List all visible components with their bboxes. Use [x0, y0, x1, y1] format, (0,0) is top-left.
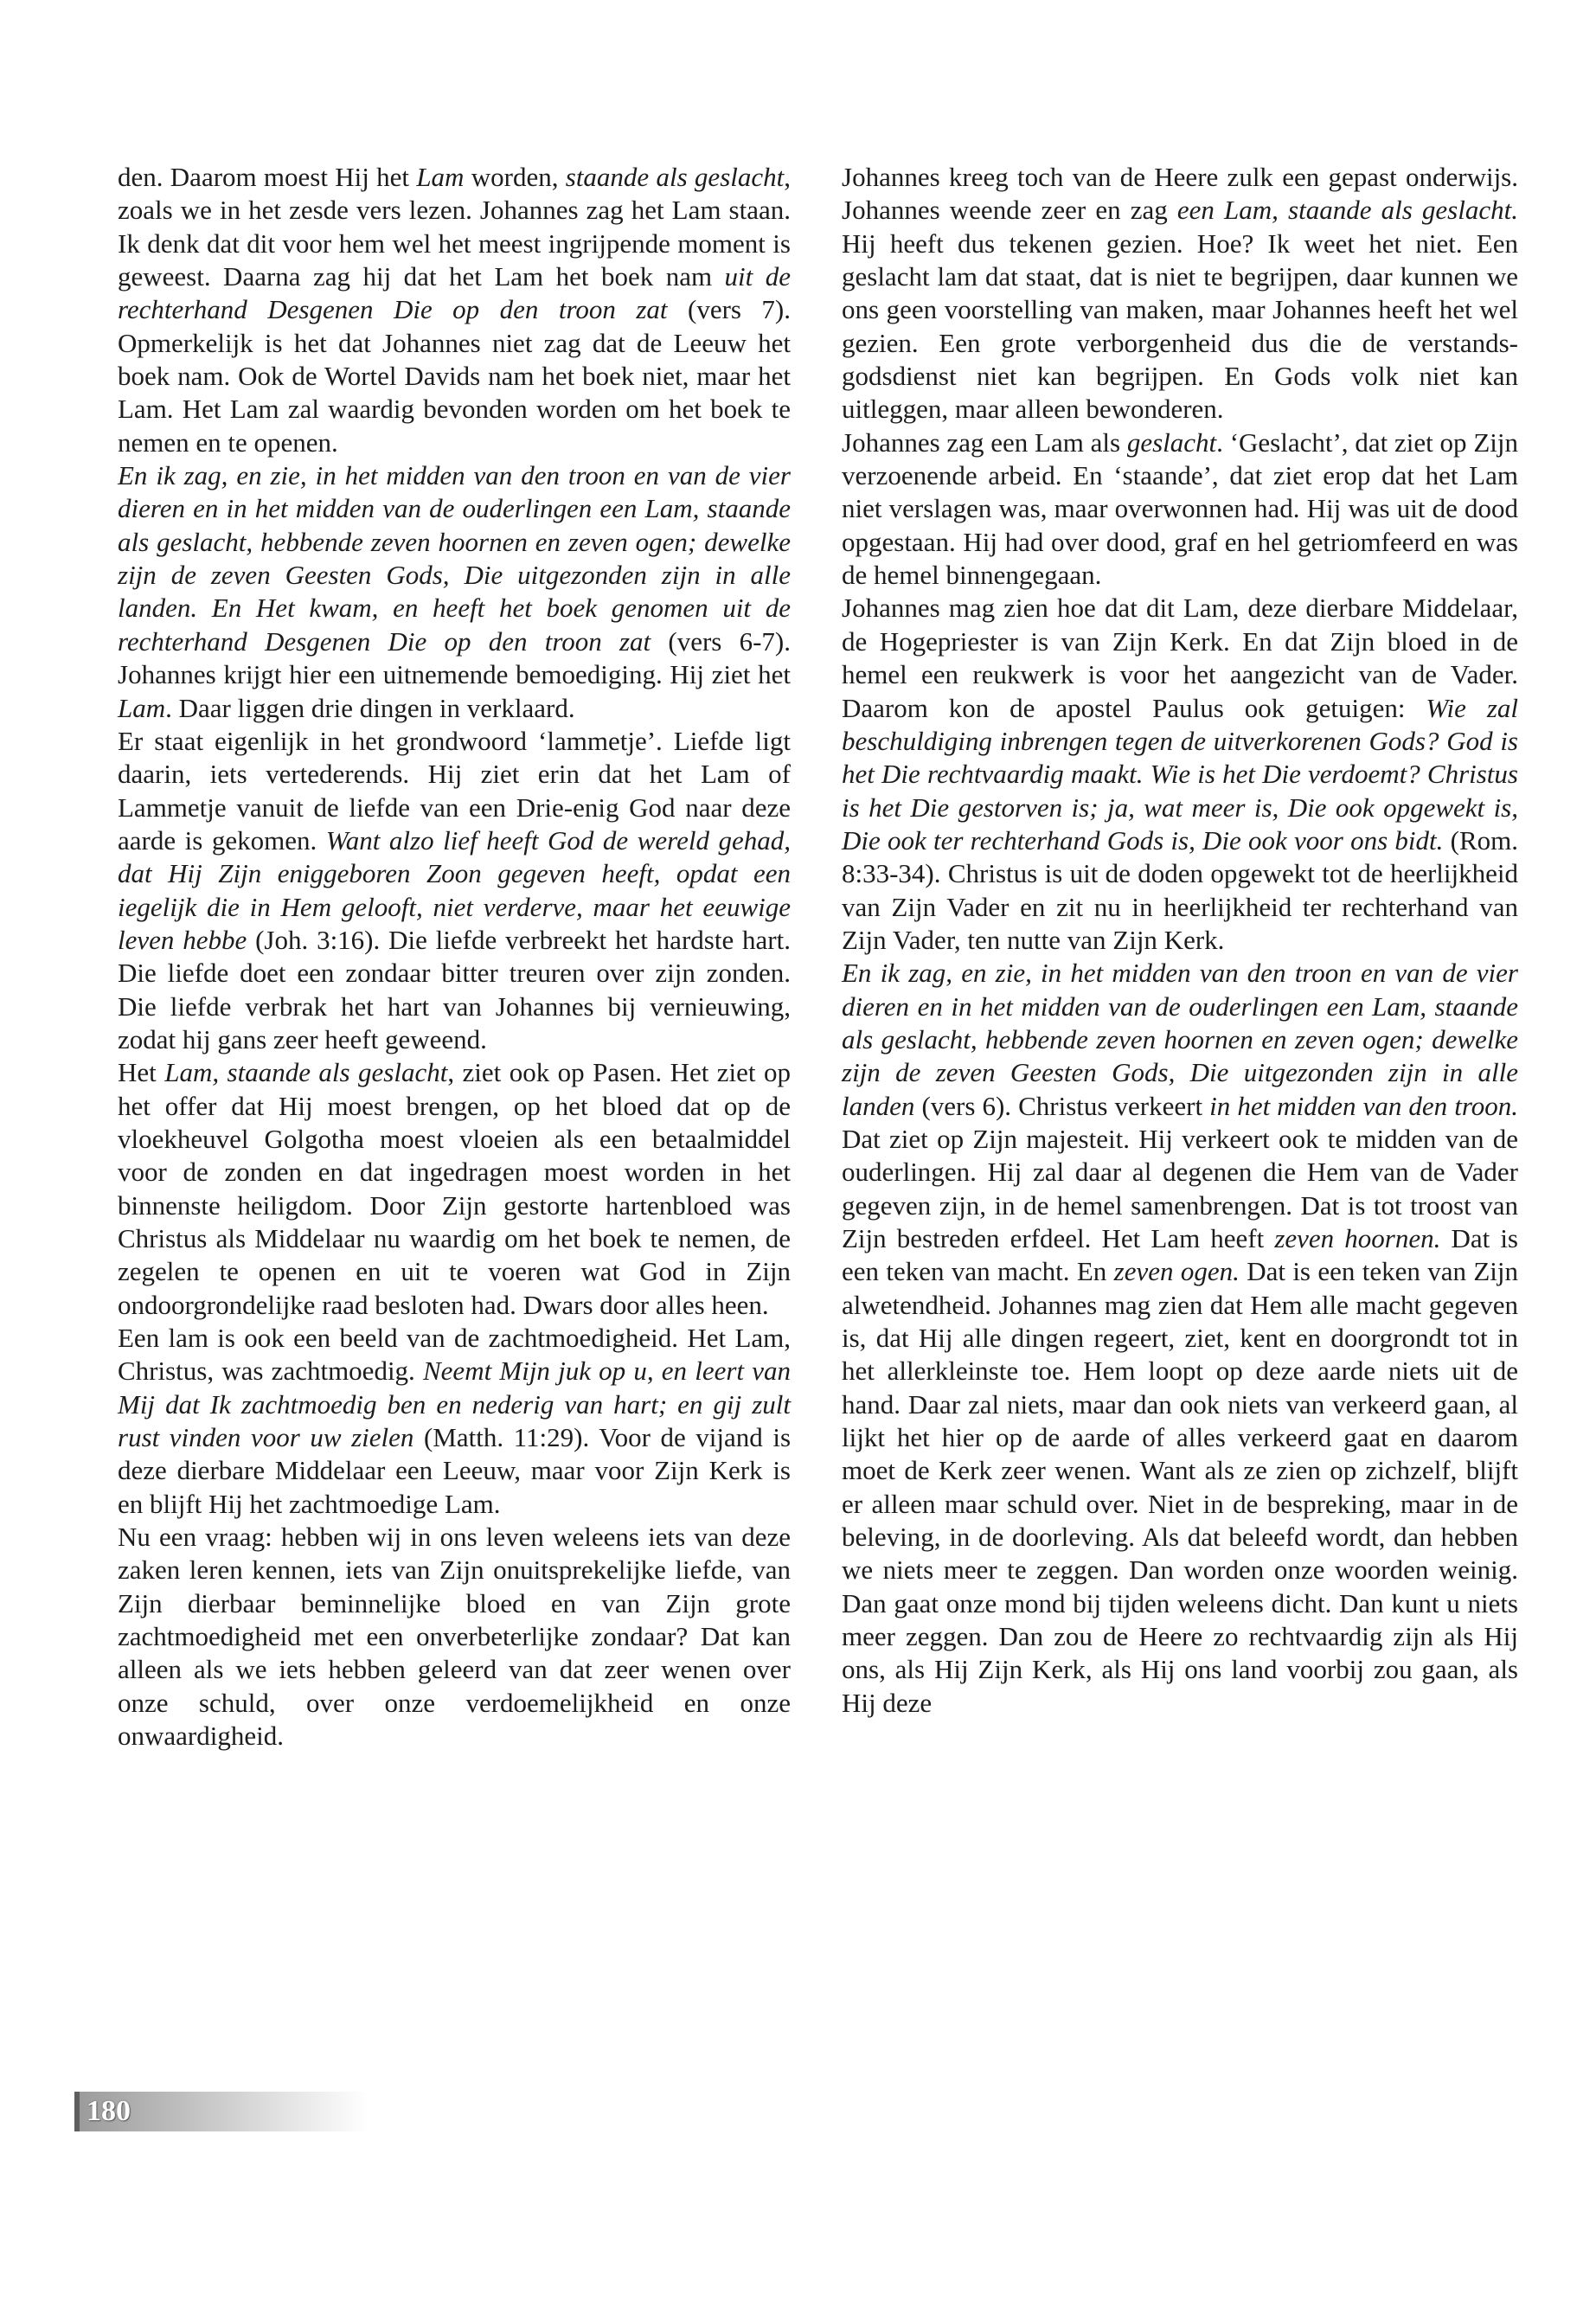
italic-quote: Neemt Mijn juk op u, en leert van Mij dat Ik zachtmoedig ben en nederig van hart; en gij zult rust vinden voor uw zielen: [118, 1356, 791, 1453]
paragraph: [118, 1521, 791, 1753]
text-run: . Daar liggen drie dingen in verklaard.: [165, 692, 575, 723]
paragraph: [842, 592, 1518, 957]
right-text-column: [842, 161, 1518, 1720]
text-run: Hij heeft dus tekenen gezien. Hoe? Ik weet het niet. Een geslacht lam dat staat, dat is niet te begrijpen, daar kunnen we ons geen voorstelling van maken, maar Johannes heeft het wel gezien. Een grote verborgenheid dus die de verstandsgodsdienst niet kan begrijpen. En Gods volk niet kan uitleggen, maar alleen bewonderen.: [842, 228, 1518, 425]
text-run: Er staat eigenlijk in het grondwoord ‘lammetje’. Liefde ligt daarin, iets vertederends. Hij ziet erin dat het Lam of Lammetje vanuit de liefde van een Drie-enig God naar deze aarde is gekomen.: [118, 725, 791, 856]
text-run: Johannes mag zien hoe dat dit Lam, deze dierbare Middelaar, de Hogepriester is van Zijn Kerk. En dat Zijn bloed in de hemel een reukwerk is voor het aangezicht van de Vader. Daarom kon de apostel Paulus ook getuigen:: [842, 593, 1518, 723]
paragraph: [118, 1322, 791, 1521]
paragraph: [842, 957, 1518, 1720]
text-run: Johannes kreeg toch van de Heere zulk een gepast onderwijs. Johannes weende zeer en zag: [842, 162, 1518, 226]
paragraph: [118, 725, 791, 1056]
paragraph: [842, 161, 1518, 426]
left-text-column: [118, 161, 791, 1753]
italic-quote: zeven ogen.: [1113, 1256, 1240, 1287]
italic-quote: Lam: [416, 162, 465, 192]
text-run: (vers 6). Christus verkeert: [914, 1090, 1210, 1121]
page-number: 180: [87, 2095, 131, 2127]
text-run: worden,: [464, 162, 566, 192]
paragraph: [118, 459, 791, 725]
text-run: Dat is een teken van macht. En: [842, 1223, 1518, 1287]
text-run: Dat ziet op Zijn majesteit. Hij verkeert ook te midden van de ouderlingen. Hij zal daar al degenen die Hem van de Vader gegeven zijn, in de hemel samenbrengen. Dat is tot troost van Zijn bestreden erfdeel. Het Lam heeft: [842, 1123, 1518, 1253]
italic-quote: Lam, staande als geslacht: [164, 1057, 448, 1088]
italic-quote: En ik zag, en zie, in het midden van den troon en van de vier dieren en in het midden van de ouderlingen een Lam, staande als geslacht, hebbende zeven hoornen en zeven ogen; dewelke zijn de zeven Geesten Gods, Die uitgezonden zijn in alle landen. En Het kwam, en heeft het boek genomen uit de rechterhand Desgenen Die op den troon zat: [118, 460, 791, 657]
text-run: (Rom. 8:33-34). Christus is uit de doden opgewekt tot de heerlijkheid van Zijn Vader en zit nu in heerlijkheid ter rechterhand van Zijn Vader, ten nutte van Zijn Kerk.: [842, 824, 1518, 955]
text-run: (Matth. 11:29). Voor de vijand is deze dierbare Middelaar een Leeuw, maar voor Zijn Kerk is en blijft Hij het zachtmoedige Lam.: [118, 1422, 792, 1519]
paragraph: [118, 1056, 791, 1322]
text-run: den. Daarom moest Hij het: [118, 162, 417, 192]
italic-quote: Want alzo lief heeft God de wereld gehad, dat Hij Zijn eniggeboren Zoon gegeven heeft, opdat een iegelijk die in Hem gelooft, niet verderve, maar het eeuwige leven hebbe: [118, 824, 791, 955]
paragraph: [842, 426, 1518, 593]
italic-quote: een Lam, staande als geslacht.: [1176, 195, 1518, 226]
italic-quote: geslacht: [1126, 426, 1217, 458]
text-run: Dat is een teken van Zijn alwetendheid. Johannes mag zien dat Hem alle macht gegeven is, dat Hij alle dingen regeert, ziet, kent en doorgrondt tot in het allerkleinste toe. Hem loopt op deze aarde niets uit de hand. Daar zal niets, maar dan ook niets van verkeerd gaan, al lijkt het hier op de aarde of alles verkeerd gaat en daarom moet de Kerk zeer wenen. Want als ze zien op zichzelf, blijft er alleen maar schuld over. Niet in de bespreking, maar in de beleving, in de doorleving. Als dat beleefd wordt, dan hebben we niets meer te zeggen. Dan worden onze woorden weinig. Dan gaat onze mond bij tijden weleens dicht. Dan kunt u niets meer zeggen. Dan zou de Heere zo rechtvaardig zijn als Hij ons, als Hij Zijn Kerk, als Hij ons land voorbij zou gaan, als Hij deze: [842, 1256, 1518, 1718]
italic-quote: En ik zag, en zie, in het midden van den troon en van de vier dieren en in het midden van de ouderlingen een Lam, staande als geslacht, hebbende zeven hoornen en zeven ogen; dewelke zijn de zeven Geesten Gods, Die uitgezonden zijn in alle landen: [842, 958, 1518, 1121]
text-run: , ziet ook op Pasen. Het ziet op het offer dat Hij moest brengen, op het bloed dat op de vloekheuvel Golgotha moest vloeien als een betaalmiddel voor de zonden en dat ingedragen moest worden in het binnenste heiligdom. Door Zijn gestorte hartenbloed was Christus als Middelaar nu waardig om het boek te nemen, de zegelen te openen en uit te voeren wat God in Zijn ondoorgrondelijke raad besloten had. Dwars door alles heen.: [118, 1057, 791, 1320]
italic-quote: Lam: [118, 692, 166, 723]
text-run: Nu een vraag: hebben wij in ons leven weleens iets van deze zaken leren kennen, iets van Zijn onuitsprekelijke liefde, van Zijn dierbaar beminnelijke bloed en van Zijn grote zachtmoedigheid met een onverbeterlijke zondaar? Dat kan alleen als we iets hebben geleerd van dat zeer wenen over onze schuld, over onze verdoemelijkheid en onze onwaardigheid.: [118, 1522, 791, 1752]
text-run: , zoals we in het zesde vers lezen. Johannes zag het Lam staan. Ik denk dat dit voor hem wel het meest ingrijpende moment is geweest. Daarna zag hij dat het Lam het boek nam: [118, 162, 791, 292]
page-number-band-edge: [74, 2092, 80, 2131]
text-run: Het: [118, 1057, 165, 1088]
text-run: (Joh. 3:16). Die liefde verbreekt het hardste hart. Die liefde doet een zondaar bitter treuren over zijn zonden. Die liefde verbrak het hart van Johannes bij vernieuwing, zodat hij gans zeer heeft geweend.: [118, 924, 791, 1054]
paragraph: [118, 161, 791, 459]
italic-quote: uit de rechterhand Desgenen Die op den troon zat: [118, 261, 791, 325]
italic-quote: staande als geslacht: [565, 162, 785, 192]
text-run: (vers 6-7). Johannes krijgt hier een uitnemende bemoediging. Hij ziet het: [118, 625, 791, 690]
text-run: Johannes zag een Lam als: [842, 426, 1127, 458]
italic-quote: Wie zal beschuldiging inbrengen tegen de uitverkorenen Gods? God is het Die rechtvaardig maakt. Wie is het Die verdoemt? Christus is het Die gestorven is; ja, wat meer is, Die ook opgewekt is, Die ook ter rechterhand Gods is, Die ook voor ons bidt.: [842, 692, 1518, 856]
italic-quote: zeven hoornen.: [1274, 1223, 1441, 1253]
text-run: (vers 7). Opmerkelijk is het dat Johannes niet zag dat de Leeuw het boek nam. Ook de Wortel Davids nam het boek niet, maar het Lam. Het Lam zal waardig bevonden worden om het boek te nemen en te openen.: [118, 294, 791, 458]
text-run: Een lam is ook een beeld van de zachtmoedigheid. Het Lam, Christus, was zachtmoedig.: [118, 1323, 791, 1387]
text-run: . ‘Geslacht’, dat ziet op Zijn verzoenende arbeid. En ‘staande’, dat ziet erop dat het Lam niet verslagen was, maar overwonnen had. Hij was uit de dood opgestaan. Hij had over dood, graf en hel getriomfeerd en was de hemel binnengegaan.: [842, 426, 1518, 591]
italic-quote: in het midden van den troon.: [1209, 1090, 1519, 1121]
